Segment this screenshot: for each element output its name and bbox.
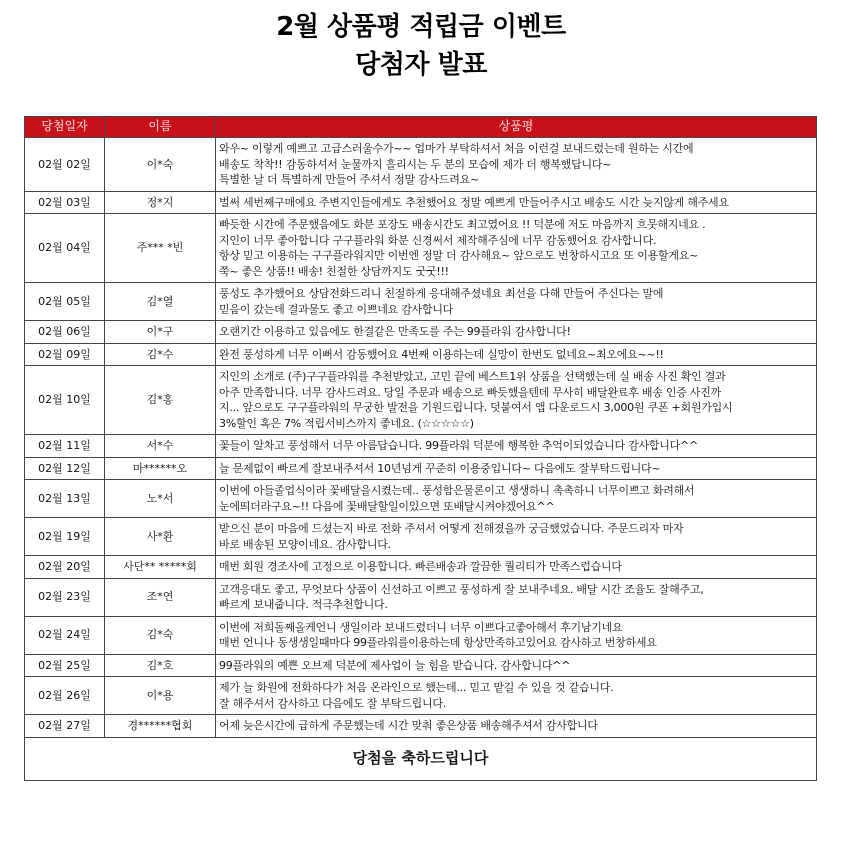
- review-line: 눈에띄더라구요~!! 다음에 꽃배달할일이있으면 또배달시켜야겠어요^^: [219, 499, 555, 513]
- winner-date: 02월 23일: [25, 578, 105, 616]
- table-row: [25, 214, 817, 283]
- winner-review: [216, 556, 817, 579]
- review-line: 제가 늘 화원에 전화하다가 처음 온라인으로 했는데... 믿고 맡길 수 있을 것 같습니다.: [219, 681, 614, 694]
- winner-date: 02월 10일: [25, 366, 105, 435]
- page-title: 2월 상품평 적립금 이벤트: [276, 12, 566, 42]
- winner-date: 02월 03일: [25, 191, 105, 214]
- winner-review: [216, 578, 817, 616]
- winner-name: 이*숙: [105, 138, 216, 192]
- table-row: [25, 435, 817, 458]
- winner-date: 02월 12일: [25, 457, 105, 480]
- header-date: 당첨일자: [25, 117, 105, 138]
- winner-name: 서*수: [105, 435, 216, 458]
- title-block: [0, 8, 842, 84]
- table-row: [25, 556, 817, 579]
- review-line: 와우~ 이렇게 예쁘고 고급스러울수가~~ 업마가 부탁하셔서 처음 이런걸 보내드렸는데 원하는 시간에: [219, 142, 694, 155]
- review-line: 이번에 저희돌째올케언니 생일이라 보내드렸더니 너무 이쁘다고좋아해서 후기남기네요: [219, 620, 623, 634]
- winner-review: [216, 518, 817, 556]
- table-row: [25, 518, 817, 556]
- winner-date: 02월 19일: [25, 518, 105, 556]
- winner-date: 02월 20일: [25, 556, 105, 579]
- table-body: [25, 138, 817, 738]
- winner-date: 02월 25일: [25, 654, 105, 677]
- winner-name: 김*숙: [105, 616, 216, 654]
- winner-name: 김*호: [105, 654, 216, 677]
- winner-date: 02월 05일: [25, 283, 105, 321]
- review-line: 벌써 세번째구매에요 주변지인들에게도 추천했어요 정말 예쁘게 만들어주시고 배송도 시간 늦지않게 해주세요: [219, 195, 729, 209]
- table-row: [25, 138, 817, 192]
- table-row: [25, 283, 817, 321]
- winner-name: 마******오: [105, 457, 216, 480]
- table-row: [25, 191, 817, 214]
- review-line: 빠듯한 시간에 주문했음에도 화분 포장도 배송시간도 최고였어요 !! 덕분에 저도 마음까지 흐뭇해지네요 .: [219, 218, 706, 231]
- winner-name: 주*** *빈: [105, 214, 216, 283]
- review-line: 고객응대도 좋고, 무엇보다 상품이 신선하고 이쁘고 풍성하게 잘 보내주네요. 배달 시간 조율도 잘해주고,: [219, 582, 704, 596]
- table-row: [25, 480, 817, 518]
- winner-name: 사단** *****회: [105, 556, 216, 579]
- winner-name: 김*수: [105, 343, 216, 366]
- table-row: [25, 654, 817, 677]
- winner-review: [216, 480, 817, 518]
- review-line: 받으신 분이 마음에 드셨는지 바로 전화 주셔서 어떻게 전해졌을까 궁금했었습니다. 주문드리자 마자: [219, 522, 684, 535]
- review-line: 쭉~ 좋은 상품!! 배송! 친절한 상담까지도 굿굿!!!: [219, 264, 449, 278]
- winner-review: [216, 138, 817, 192]
- winner-review: [216, 283, 817, 321]
- winner-review: [216, 191, 817, 214]
- table-row: [25, 321, 817, 344]
- winner-name: 조*연: [105, 578, 216, 616]
- winner-review: [216, 616, 817, 654]
- winner-name: 이*용: [105, 677, 216, 715]
- winner-review: [216, 343, 817, 366]
- review-line: 오랜기간 이용하고 있음에도 한결같은 만족도를 주는 99플라워 감사합니다!: [219, 325, 571, 338]
- table-row: [25, 366, 817, 435]
- review-line: 늘 문제없이 빠르게 잘보내주셔서 10년넘게 꾸준히 이용중입니다~ 다음에도 잘부탁드립니다~: [219, 461, 661, 475]
- review-line: 3%할인 혹은 7% 적립서비스까지 좋네요. (☆☆☆☆☆): [219, 416, 474, 430]
- review-line: 빠르게 보내줍니다. 적극추천합니다.: [219, 598, 388, 611]
- winner-name: 김*열: [105, 283, 216, 321]
- winner-name: 노*서: [105, 480, 216, 518]
- winner-review: [216, 435, 817, 458]
- table-footer-row: [25, 737, 817, 780]
- header-name: 이름: [105, 117, 216, 138]
- table-row: [25, 616, 817, 654]
- winner-review: [216, 715, 817, 738]
- winner-date: 02월 06일: [25, 321, 105, 344]
- review-line: 배송도 착착!! 감동하셔서 눈물까지 흘리시는 두 분의 모습에 제가 더 행복했답니다~: [219, 157, 612, 171]
- winner-review: [216, 457, 817, 480]
- review-line: 항상 믿고 이용하는 구구플라워지만 이번엔 정말 더 감사해요~ 앞으로도 번창하시고요 또 이용할게요~: [219, 249, 699, 262]
- winner-date: 02월 04일: [25, 214, 105, 283]
- review-line: 99플라워의 예쁜 오브제 덕분에 제사업이 늘 힘을 받습니다. 감사합니다^^: [219, 658, 571, 672]
- review-line: 지... 앞으로도 구구플라워의 무궁한 발전을 기원드립니다. 덧붙여서 앱 다운로드시 3,000원 쿠폰 +회원가입시: [219, 401, 733, 414]
- table-row: [25, 457, 817, 480]
- review-line: 매번 회원 경조사에 고정으로 이용합니다. 빠른배송과 깔끔한 퀄리티가 만족스럽습니다: [219, 560, 622, 573]
- header-review: 상품평: [216, 117, 817, 138]
- winner-name: 이*구: [105, 321, 216, 344]
- review-line: 완전 풍성하게 너무 이뻐서 감동했어요 4번째 이용하는데 실망이 한번도 없네요~최오에요~~!!: [219, 347, 664, 361]
- winner-review: [216, 321, 817, 344]
- review-line: 풍성도 추가했어요 상담전화드리니 친절하게 응대해주셨네요 최선을 다해 만들어 주신다는 말에: [219, 287, 664, 300]
- winner-date: 02월 11일: [25, 435, 105, 458]
- winner-review: [216, 654, 817, 677]
- winner-date: 02월 24일: [25, 616, 105, 654]
- review-line: 이번에 아들졸업식이라 꽃배달을시켰는데.. 풍성함은물론이고 생생하니 촉촉하니 너무이쁘고 화려해서: [219, 484, 695, 497]
- winner-name: 김*홍: [105, 366, 216, 435]
- table-row: [25, 578, 817, 616]
- review-line: 지인의 소개로 (주)구구플라워를 추천받았고, 고민 끝에 베스트1위 상품을 선택했는데 실 배송 사진 확인 결과: [219, 370, 726, 383]
- winner-review: [216, 214, 817, 283]
- winner-review: [216, 366, 817, 435]
- table-header-row: [25, 117, 817, 138]
- review-line: 잘 해주셔서 감사하고 다음에도 잘 부탁드립니다.: [219, 696, 446, 710]
- winner-date: 02월 26일: [25, 677, 105, 715]
- congratulations-footer: 당첨을 축하드립니다: [25, 737, 817, 780]
- review-line: 바로 배송된 모양이네요. 감사합니다.: [219, 537, 391, 551]
- table-row: [25, 677, 817, 715]
- winner-name: 사*환: [105, 518, 216, 556]
- table-row: [25, 715, 817, 738]
- review-line: 지인이 너무 좋아합니다 구구플라워 화분 신경써서 제작해주심에 너무 감동했어요 감사합니다.: [219, 233, 657, 247]
- table-row: [25, 343, 817, 366]
- winner-date: 02월 27일: [25, 715, 105, 738]
- winner-date: 02월 02일: [25, 138, 105, 192]
- winner-name: 경******협회: [105, 715, 216, 738]
- page-subtitle: 당첨자 발표: [355, 50, 487, 80]
- winner-name: 정*지: [105, 191, 216, 214]
- winner-review: [216, 677, 817, 715]
- review-line: 아주 만족합니다. 너무 감사드려요. 당일 주문과 배송으로 빠듯했을텐데 무사히 배달완료후 배송 인증 사진까: [219, 385, 721, 399]
- review-line: 특별한 날 더 특별하게 만들어 주셔서 정말 감사드려요~: [219, 173, 479, 186]
- review-line: 믿음이 갔는데 결과물도 좋고 이쁘네요 감사합니다: [219, 302, 454, 316]
- review-line: 꽃들이 알차고 풍성해서 너무 아름답습니다. 99플라워 덕분에 행복한 추억이되었습니다 감사합니다^^: [219, 439, 698, 452]
- review-line: 어제 늦은시간에 급하게 주문했는데 시간 맞춰 좋은상품 배송해주셔서 감사합니다: [219, 719, 598, 732]
- winner-date: 02월 13일: [25, 480, 105, 518]
- review-line: 매번 언니나 동생생일때마다 99플라워를이용하는데 항상만족하고있어요 감사하고 번창하세요: [219, 636, 657, 649]
- winner-date: 02월 09일: [25, 343, 105, 366]
- winners-table: [24, 116, 817, 781]
